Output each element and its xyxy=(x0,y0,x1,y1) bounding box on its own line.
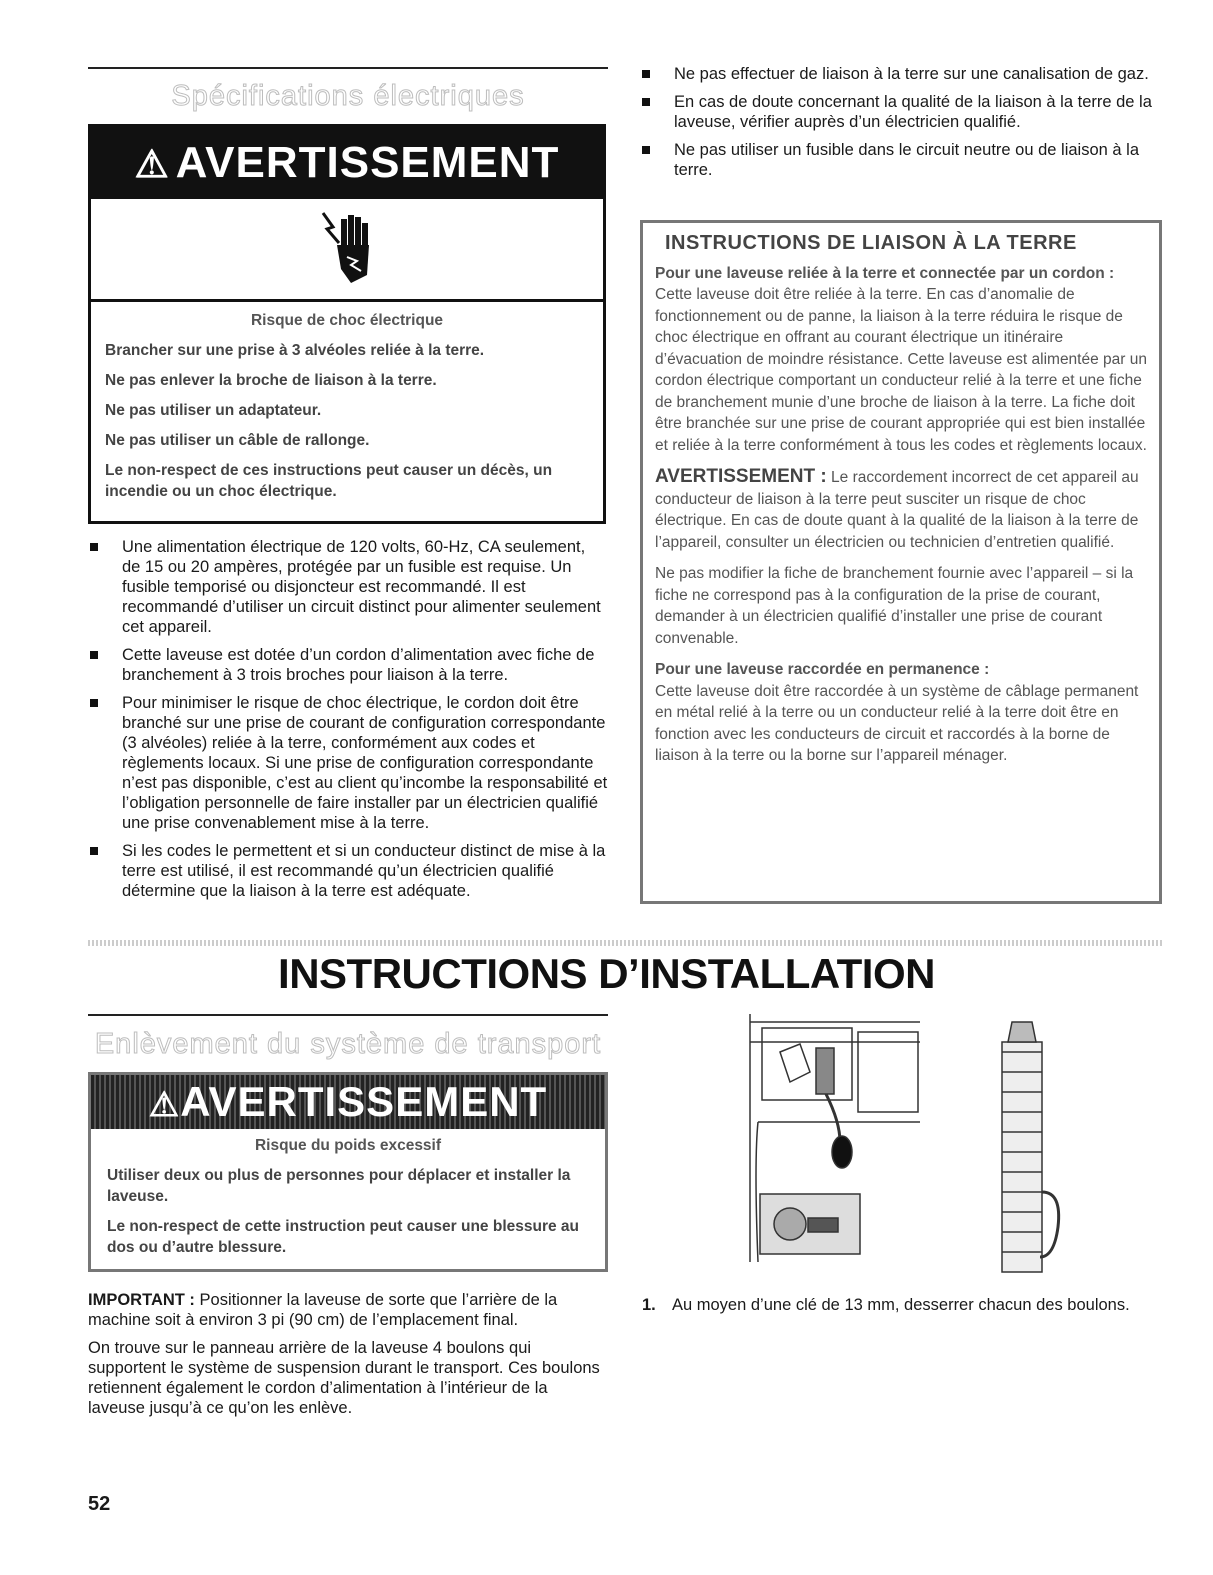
grounding-subtitle-cord: Pour une laveuse reliée à la terre et connectée par un cordon : xyxy=(655,264,1115,282)
grounding-title: INSTRUCTIONS DE LIAISON À LA TERRE xyxy=(665,232,1077,254)
important-text: Positionner la laveuse de sorte que l’arrière de la machine soit à environ 3 pi (90 cm) de l’emplacement final. xyxy=(88,1291,558,1329)
step-1 xyxy=(642,1295,1162,1315)
grounding-warning-label: AVERTISSEMENT : xyxy=(655,466,827,487)
step-number: 1. xyxy=(642,1296,656,1314)
electric-warning-box xyxy=(88,124,606,524)
warning-triangle-icon: ⚠ xyxy=(148,1086,181,1124)
section-rule-top xyxy=(88,67,608,69)
weight-warning-box xyxy=(88,1072,608,1272)
list-item: Cette laveuse est dotée d’un cordon d’alimentation avec fiche de branchement à 3 trois broches pour liaison à la terre. xyxy=(88,645,608,685)
page-title: INSTRUCTIONS D’INSTALLATION xyxy=(278,950,935,997)
warning-triangle-icon: ⚠ xyxy=(134,144,170,186)
list-item: Une alimentation électrique de 120 volts, 60-Hz, CA seulement, de 15 ou 20 ampères, protégée par un fusible est requise. Un fusible temporisé ou disjoncteur est recommandé. Il est recommandé d’utiliser un circuit distinct pour alimenter seulement cet appareil. xyxy=(88,537,608,637)
important-label: IMPORTANT : xyxy=(88,1291,195,1309)
grounding-warning-paragraph xyxy=(655,466,1147,553)
grounding-paragraph: Cette laveuse doit être raccordée à un système de câblage permanent en métal relié à la terre ou un conducteur relié à la terre doit être en fonction avec les conducteurs de circuit et raccordés à la borne de liaison à la terre ou la borne sur l’appareil ménager. xyxy=(655,682,1139,764)
grounding-subtitle-permanent: Pour une laveuse raccordée en permanence : xyxy=(655,661,990,678)
warning-header-label: AVERTISSEMENT xyxy=(175,138,560,187)
section-divider xyxy=(88,940,1163,946)
section-title-electrical: Spécifications électriques xyxy=(171,80,525,112)
warning-risk-title: Risque du poids excessif xyxy=(254,1137,442,1154)
warning-risk-title: Risque de choc électrique xyxy=(250,312,444,329)
list-item: Ne pas effectuer de liaison à la terre sur une canalisation de gaz. xyxy=(640,64,1160,84)
section-title-transport: Enlèvement du système de transport xyxy=(94,1028,602,1060)
washer-back-panel-illustration xyxy=(740,1012,1070,1282)
grounding-instructions-box xyxy=(640,220,1162,904)
list-item: Si les codes le permettent et si un conducteur distinct de mise à la terre est utilisé, il est recommandé qu’un électricien qualifié détermine que la liaison à la terre est adéquate. xyxy=(88,841,608,901)
page-number: 52 xyxy=(88,1493,111,1515)
warning-line: Brancher sur une prise à 3 alvéoles reliée à la terre. xyxy=(105,342,485,359)
warning-line: Ne pas enlever la broche de liaison à la terre. xyxy=(105,372,437,389)
grounding-caution-list xyxy=(640,64,1160,188)
warning-header xyxy=(91,1075,605,1129)
section-rule-install xyxy=(88,1014,608,1016)
important-note xyxy=(88,1290,608,1330)
electric-shock-hand-icon xyxy=(317,209,377,289)
warning-line: Ne pas utiliser un adaptateur. xyxy=(105,402,322,419)
step-text: Au moyen d’une clé de 13 mm, desserrer chacun des boulons. xyxy=(672,1296,1130,1314)
warning-line: Le non-respect de cette instruction peut causer une blessure au dos ou d’autre blessure. xyxy=(107,1218,580,1256)
grounding-paragraph: Ne pas modifier la fiche de branchement fournie avec l’appareil – si la fiche ne correspond pas à la configuration de la prise de courant, demander à un électricien qualifié d’installer une prise de courant convenable. xyxy=(655,565,1134,647)
warning-icon-area xyxy=(91,199,603,302)
warning-line: Le non-respect de ces instructions peut causer un décès, un incendie ou un choc électrique. xyxy=(105,462,553,500)
list-item: Pour minimiser le risque de choc électrique, le cordon doit être branché sur une prise de courant de configuration correspondante (3 alvéoles) reliée à la terre, conformément aux codes et règlements locaux. Si une prise de configuration correspondante n’est pas disponible, c’est au client qu’incombe la responsabilité et l’obligation personnelle de faire installer par un électricien qualifié une prise convenablement mise à la terre. xyxy=(88,693,608,833)
warning-header xyxy=(91,127,603,199)
list-item: Ne pas utiliser un fusible dans le circuit neutre ou de liaison à la terre. xyxy=(640,140,1160,180)
grounding-paragraph: Cette laveuse doit être reliée à la terre. En cas d’anomalie de fonctionnement ou de panne, la liaison à la terre réduira le risque de choc électrique en offrant au courant électrique un itinéraire d’évacuation de moindre résistance. Cette laveuse est alimentée par un cordon électrique comportant un conducteur relié à la terre et une fiche de branchement munie d’une broche de liaison à la terre. La fiche doit être branchée sur une prise de courant appropriée qui est bien installée et reliée à la terre conformément à tous les codes et règlements locaux. xyxy=(655,286,1147,454)
transport-bolts-paragraph: On trouve sur le panneau arrière de la laveuse 4 boulons qui supportent le système de suspension durant le transport. Ces boulons retiennent également le cordon d’alimentation à l’intérieur de la laveuse jusqu’à ce qu’on les enlève. xyxy=(88,1339,600,1417)
warning-line: Ne pas utiliser un câble de rallonge. xyxy=(105,432,370,449)
warning-line: Utiliser deux ou plus de personnes pour déplacer et installer la laveuse. xyxy=(107,1167,571,1205)
electrical-requirements-list xyxy=(88,537,608,909)
warning-header-label: AVERTISSEMENT xyxy=(180,1078,548,1125)
grounding-warning-text: Le raccordement incorrect de cet appareil au conducteur de liaison à la terre peut susciter un risque de choc électrique. En cas de doute quant à la qualité de la liaison à la terre de l’appareil, consulter un électricien ou technicien d’entretien qualifié. xyxy=(655,469,1139,551)
list-item: En cas de doute concernant la qualité de la liaison à la terre de la laveuse, vérifier auprès d’un électricien qualifié. xyxy=(640,92,1160,132)
